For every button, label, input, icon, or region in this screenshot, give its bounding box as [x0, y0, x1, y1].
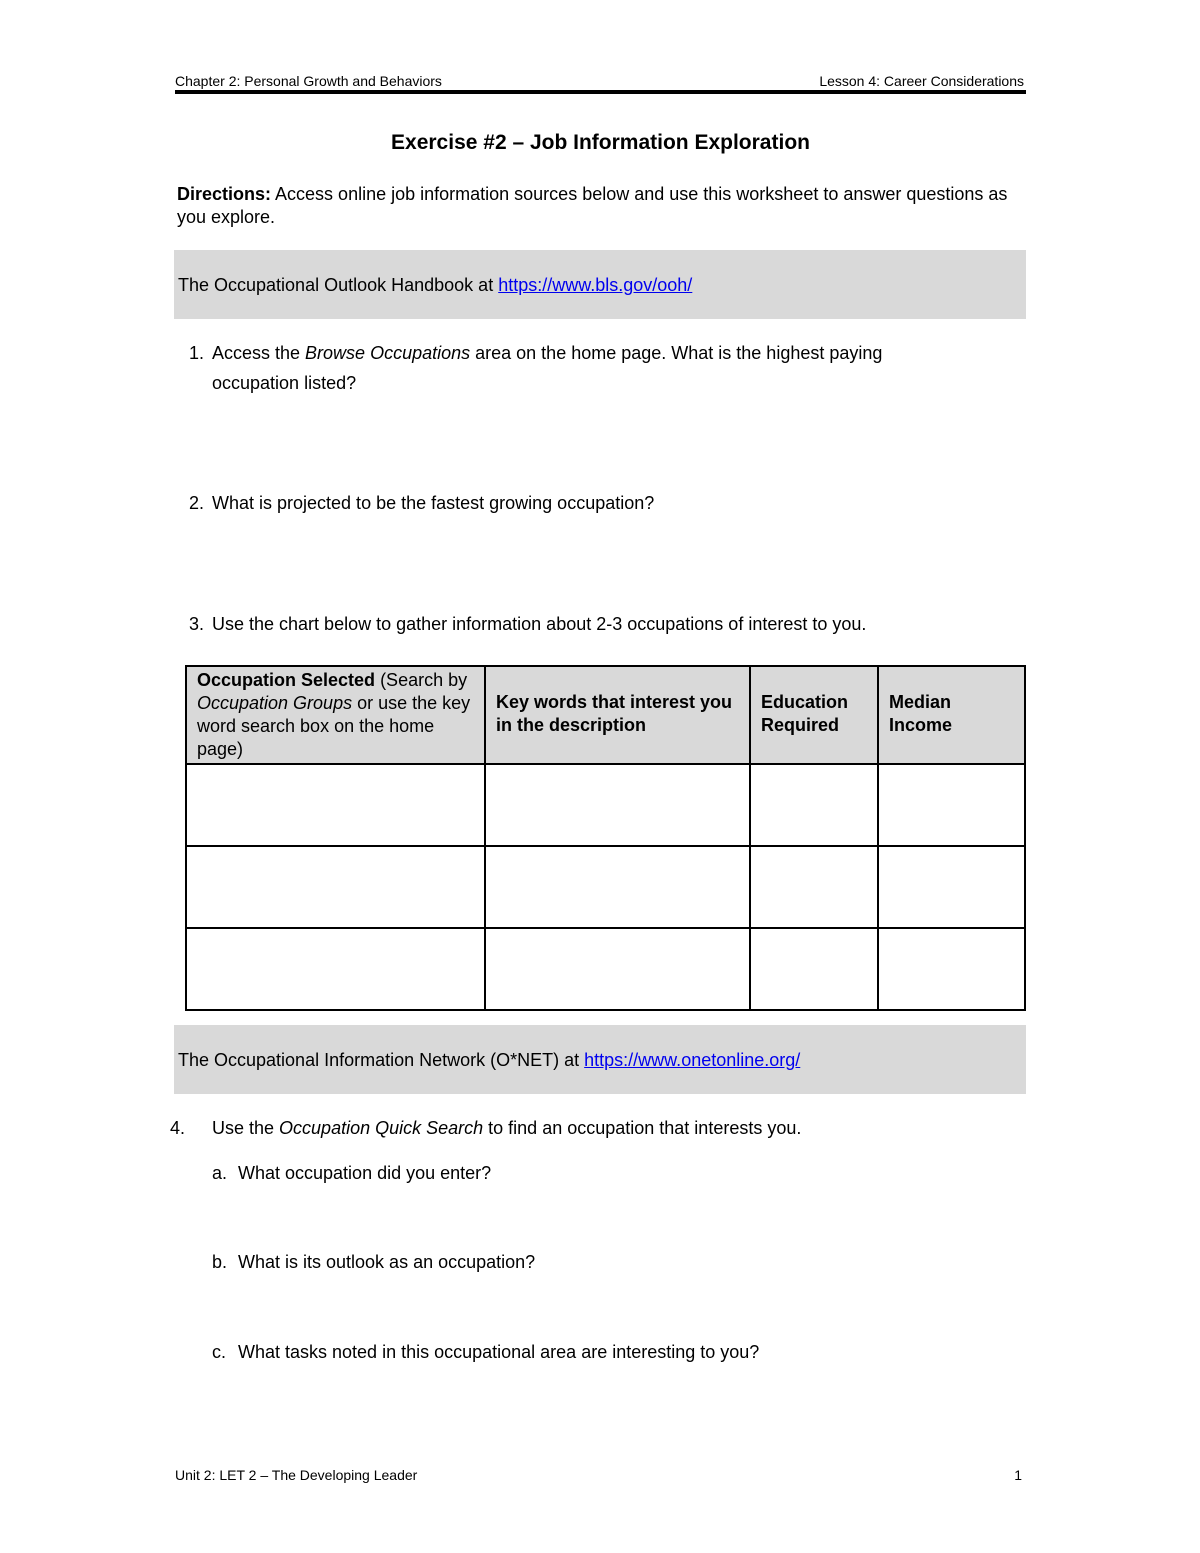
directions-label: Directions: — [177, 184, 272, 204]
q1-post: area on the home page. What is the highest paying occupation listed? — [212, 343, 883, 393]
table-row — [186, 846, 1025, 928]
table-cell[interactable] — [186, 928, 485, 1010]
q1-italic: Browse Occupations — [305, 343, 471, 363]
question-1-text — [212, 338, 952, 398]
question-4-number: 4. — [170, 1118, 186, 1138]
header-key-words — [485, 666, 750, 764]
footer-page-number: 1 — [1014, 1467, 1022, 1483]
source-onet-text: The Occupational Information Network (O*NET) at — [178, 1050, 585, 1070]
col4-label: Median Income — [889, 692, 953, 735]
question-1 — [174, 338, 974, 398]
question-3-text: Use the chart below to gather information about 2-3 occupations of interest to you. — [212, 614, 867, 634]
table-cell[interactable] — [485, 846, 750, 928]
source-ooh-text: The Occupational Outlook Handbook at — [178, 275, 499, 295]
question-4a-letter: a. — [212, 1163, 228, 1183]
table-cell[interactable] — [750, 764, 878, 846]
header-occupation-selected — [186, 666, 485, 764]
q1-pre: Access the — [212, 343, 306, 363]
col1-pre: (Search by — [375, 670, 468, 690]
onet-link[interactable]: https://www.onetonline.org/ — [584, 1050, 801, 1070]
table-cell[interactable] — [750, 928, 878, 1010]
question-1-number: 1. — [188, 343, 204, 363]
header-education — [750, 666, 878, 764]
question-4b-letter: b. — [212, 1252, 228, 1272]
footer-unit: Unit 2: LET 2 – The Developing Leader — [175, 1467, 418, 1483]
question-4b-text: What is its outlook as an occupation? — [238, 1252, 536, 1272]
question-4c-letter: c. — [212, 1342, 227, 1362]
exercise-title: Exercise #2 – Job Information Exploration — [391, 131, 810, 154]
col1-post: or use the key word search box on the home page) — [197, 693, 471, 759]
source-band-ooh — [174, 250, 1026, 319]
table-cell[interactable] — [186, 764, 485, 846]
source-band-onet — [174, 1025, 1026, 1094]
q4-post: to find an occupation that interests you. — [483, 1118, 802, 1138]
question-2-number: 2. — [188, 493, 204, 513]
occupation-chart — [185, 665, 1026, 1011]
table-cell[interactable] — [878, 846, 1025, 928]
table-cell[interactable] — [485, 928, 750, 1010]
q4-italic: Occupation Quick Search — [279, 1118, 484, 1138]
header-lesson: Lesson 4: Career Considerations — [819, 73, 1024, 89]
table-row — [186, 764, 1025, 846]
col3-label: Education Required — [761, 692, 849, 735]
col2-label: Key words that interest you in the description — [496, 692, 733, 735]
question-4a-text: What occupation did you enter? — [238, 1163, 492, 1183]
question-3-number: 3. — [188, 614, 204, 634]
ooh-link[interactable]: https://www.bls.gov/ooh/ — [498, 275, 693, 295]
header-rule — [175, 90, 1026, 94]
q4-pre: Use the — [212, 1118, 280, 1138]
question-4c-text: What tasks noted in this occupational area are interesting to you? — [238, 1342, 760, 1362]
header-median-income — [878, 666, 1025, 764]
col1-italic: Occupation Groups — [197, 693, 353, 713]
col1-bold: Occupation Selected — [197, 670, 376, 690]
table-cell[interactable] — [750, 846, 878, 928]
table-cell[interactable] — [186, 846, 485, 928]
directions-text: Access online job information sources below and use this worksheet to answer questions as you explore. — [177, 184, 1008, 227]
table-cell[interactable] — [878, 764, 1025, 846]
header-chapter: Chapter 2: Personal Growth and Behaviors — [175, 73, 442, 89]
directions — [177, 183, 1017, 229]
table-cell[interactable] — [485, 764, 750, 846]
question-4-text — [212, 1113, 801, 1143]
chart-header-row — [186, 666, 1025, 764]
table-row — [186, 928, 1025, 1010]
table-cell[interactable] — [878, 928, 1025, 1010]
question-2-text: What is projected to be the fastest growing occupation? — [212, 493, 655, 513]
